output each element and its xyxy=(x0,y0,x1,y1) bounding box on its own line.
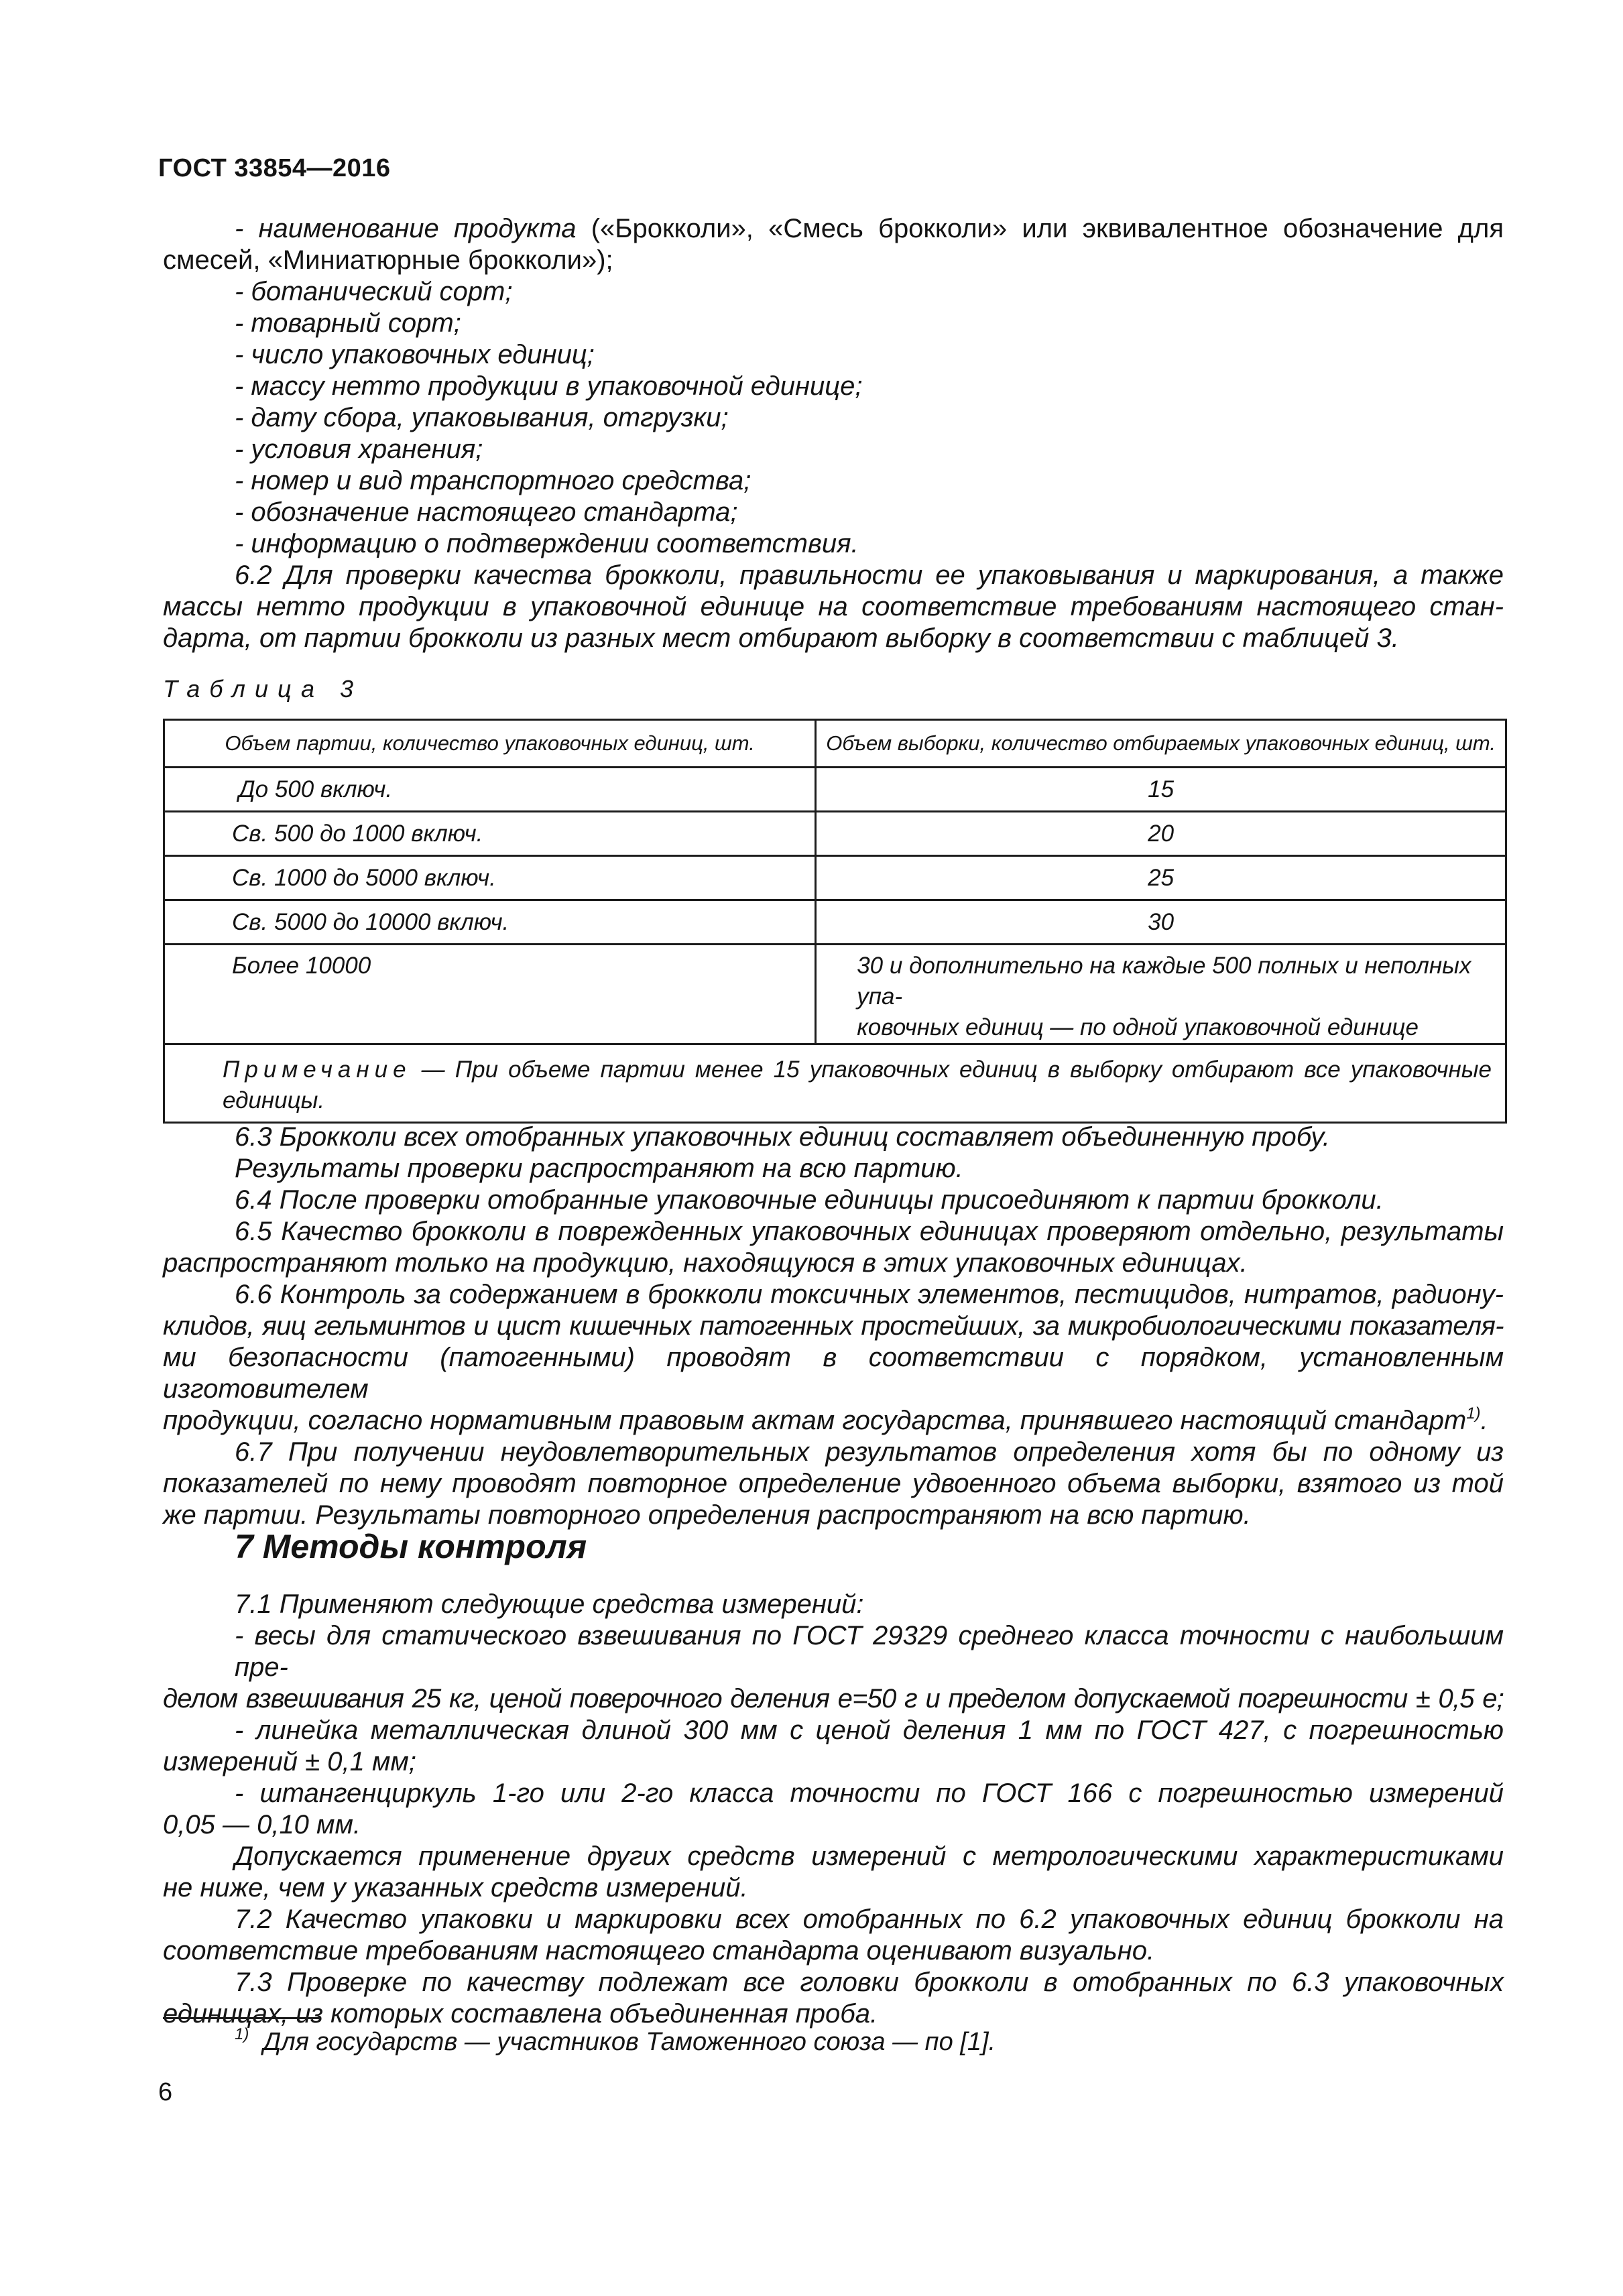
list-item: - число упаковочных единиц; xyxy=(235,340,595,369)
table-row xyxy=(164,945,1506,1044)
table-cell-sample: 30 и дополнительно на каждые 500 полных и неполных упа- ковочных единиц — по одной упаковочной единице xyxy=(816,945,1506,1044)
list-item: - массу нетто продукции в упаковочной единице; xyxy=(235,371,863,401)
clause-6-5-line: 6.5 Качество брокколи в поврежденных упаковочных единицах проверяют отдельно, результаты xyxy=(235,1217,1504,1246)
clause-6-3: 6.3 Брокколи всех отобранных упаковочных единиц составляет объединенную пробу. xyxy=(235,1122,1330,1152)
page-number: 6 xyxy=(158,2078,173,2106)
table-cell-sample: 15 xyxy=(816,768,1506,812)
sampling-table xyxy=(163,719,1507,1124)
list-item: - условия хранения; xyxy=(235,434,483,464)
table-cell-lot: До 500 включ. xyxy=(164,768,816,812)
table-cell-sample: 30 xyxy=(816,900,1506,945)
table-cell-lot: Св. 5000 до 10000 включ. xyxy=(164,900,816,945)
list-item: - обозначение настоящего стандарта; xyxy=(235,497,738,527)
allowed-instruments-line: не ниже, чем у указанных средств измерений. xyxy=(163,1873,748,1902)
scales-line: делом взвешивания 25 кг, ценой поверочного деления е=50 г и пределом допускаемой погрешности ± 0,5 е; xyxy=(163,1684,1504,1713)
clause-7-2-line: соответствие требованиям настоящего стандарта оценивают визуально. xyxy=(163,1936,1155,1966)
table-caption: Таблица 3 xyxy=(163,675,363,703)
clause-6-5-line: распространяют только на продукцию, находящуюся в этих упаковочных единицах. xyxy=(163,1248,1248,1278)
table-note xyxy=(164,1044,1506,1123)
clause-6-2-line: дарта, от партии брокколи из разных мест отбирают выборку в соответствии с таблицей 3. xyxy=(163,623,1399,653)
clause-6-7-line: 6.7 При получении неудовлетворительных результатов определения хотя бы по одному из xyxy=(235,1437,1504,1467)
table-cell-lot: Более 10000 xyxy=(164,945,816,1044)
footnote xyxy=(235,2025,996,2057)
list-item: - товарный сорт; xyxy=(235,308,461,338)
table-note-text: — При объеме партии менее 15 упаковочных единиц в выборку отбирают все упаковочные единицы. xyxy=(223,1056,1492,1113)
table-cell-lot: Св. 1000 до 5000 включ. xyxy=(164,856,816,900)
table-row xyxy=(164,812,1506,856)
clause-7-2-line: 7.2 Качество упаковки и маркировки всех отобранных по 6.2 упаковочных единиц брокколи на xyxy=(235,1905,1504,1934)
caliper-line: - штангенциркуль 1-го или 2-го класса точности по ГОСТ 166 с погрешностью измерений xyxy=(235,1778,1504,1808)
list-item: - дату сбора, упаковывания, отгрузки; xyxy=(235,403,729,432)
clause-6-6-line: 6.6 Контроль за содержанием в брокколи токсичных элементов, пестицидов, нитратов, радиону- xyxy=(235,1280,1504,1309)
clause-7-3-line: единицах, из которых составлена объединенная проба. xyxy=(163,1999,878,2029)
clause-6-7-line: же партии. Результаты повторного определения распространяют на всю партию. xyxy=(163,1500,1251,1530)
ruler-line: измерений ± 0,1 мм; xyxy=(163,1747,416,1776)
ruler-line: - линейка металлическая длиной 300 мм с ценой деления 1 мм по ГОСТ 427, с погрешностью xyxy=(235,1715,1504,1745)
section-7-title: 7 Методы контроля xyxy=(235,1528,587,1565)
table-cell-sample: 20 xyxy=(816,812,1506,856)
list-item: - номер и вид транспортного средства; xyxy=(235,466,752,495)
table-row xyxy=(164,900,1506,945)
footnote-ref[interactable]: 1) xyxy=(1466,1404,1481,1423)
allowed-instruments-line: Допускается применение других средств измерений с метрологическими характеристиками xyxy=(235,1841,1504,1871)
clause-6-6-line: ми безопасности (патогенными) проводят в соответствии с порядком, установленным изготовителем xyxy=(163,1343,1504,1404)
footnote-mark: 1) xyxy=(235,2025,249,2043)
footnote-divider xyxy=(163,2017,320,2019)
table-header-row xyxy=(164,720,1506,768)
clause-6-6-line: продукции, согласно нормативным правовым актам государства, принявшего настоящий стандарт$^{1)}$. xyxy=(163,1404,1488,1435)
table-note-label: Примечание xyxy=(223,1056,412,1083)
list-item: - ботанический сорт; xyxy=(235,277,513,306)
list-item-product-name-cont: смесей, «Миниатюрные брокколи»); xyxy=(163,245,613,275)
table-header-sample-size: Объем выборки, количество отбираемых упаковочных единиц, шт. xyxy=(816,720,1506,768)
clause-6-2-line: массы нетто продукции в упаковочной единице на соответствие требованиям настоящего стан- xyxy=(163,592,1504,621)
table-row xyxy=(164,856,1506,900)
clause-6-3-result: Результаты проверки распространяют на всю партию. xyxy=(235,1154,963,1183)
list-item-product-name: - наименование продукта («Брокколи», «Смесь брокколи» или эквивалентное обозначение для xyxy=(235,214,1504,243)
table-header-lot-size: Объем партии, количество упаковочных единиц, шт. xyxy=(164,720,816,768)
clause-6-2-line: 6.2 Для проверки качества брокколи, правильности ее упаковывания и маркирования, а также xyxy=(235,560,1504,590)
table-cell-sample: 25 xyxy=(816,856,1506,900)
clause-7-1: 7.1 Применяют следующие средства измерений: xyxy=(235,1589,864,1619)
clauses-6 xyxy=(163,1122,1504,1531)
clause-6-6-line: клидов, яиц гельминтов и цист кишечных патогенных простейших, за микробиологическими показателя- xyxy=(163,1311,1504,1341)
clause-6-7-line: показателей по нему проводят повторное определение удвоенного объема выборки, взятого из той xyxy=(163,1469,1504,1498)
list-item: - информацию о подтверждении соответствия. xyxy=(235,529,859,558)
clause-7-3-line: 7.3 Проверке по качеству подлежат все головки брокколи в отобранных по 6.3 упаковочных xyxy=(235,1968,1504,1997)
clause-6-4: 6.4 После проверки отобранные упаковочные единицы присоединяют к партии брокколи. xyxy=(235,1185,1384,1215)
table-row xyxy=(164,768,1506,812)
section-7-body xyxy=(163,1589,1504,2030)
scales-line: - весы для статического взвешивания по ГОСТ 29329 среднего класса точности с наибольшим пре- xyxy=(235,1621,1504,1682)
marking-list xyxy=(163,213,1504,654)
caliper-line: 0,05 — 0,10 мм. xyxy=(163,1810,361,1839)
table-note-row xyxy=(164,1044,1506,1123)
table-cell-lot: Св. 500 до 1000 включ. xyxy=(164,812,816,856)
document-id-header: ГОСТ 33854—2016 xyxy=(158,154,391,182)
footnote-text: Для государств — участников Таможенного союза — по [1]. xyxy=(263,2028,996,2056)
